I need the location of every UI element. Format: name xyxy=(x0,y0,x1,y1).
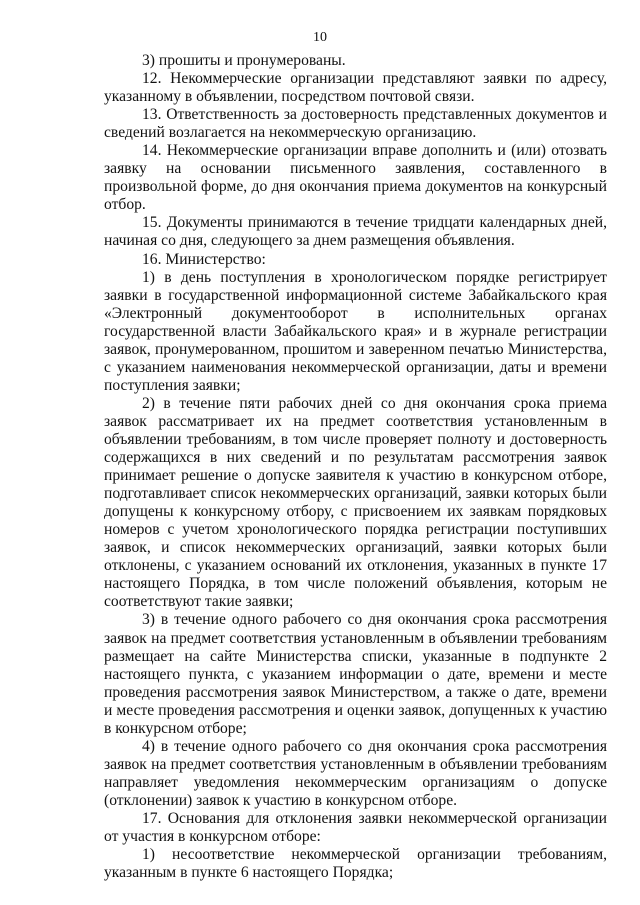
paragraph-item-3-stitched: 3) прошиты и пронумерованы. xyxy=(142,52,346,69)
paragraph-12-submission: 12. Некоммерческие организации представляют заявки по адресу, указанному в объявлении, посредством почтовой связи. xyxy=(104,70,607,106)
paragraph-15-acceptance-period: 15. Документы принимаются в течение тридцати календарных дней, начиная со дня, следующего за днем размещения объявления. xyxy=(104,214,607,250)
paragraph-16-item-3: 3) в течение одного рабочего со дня окончания срока рассмотрения заявок на предмет соответствия установленным в объявлении требованиям размещает на сайте Министерства списки, указанные в подпункте 2 настоящего пункта, с указанием информации о дате, времени и месте проведения рассмотрения заявок Министерством, а также о дате, времени и месте проведения рассмотрения и оценки заявок, допущенных к участию в конкурсном отборе; xyxy=(104,611,607,737)
document-body xyxy=(104,52,607,882)
paragraph-16-item-2: 2) в течение пяти рабочих дней со дня окончания срока приема заявок рассматривает их на предмет соответствия установленным в объявлении требованиям, в том числе проверяет полноту и достоверность содержащихся в них сведений и по результатам рассмотрения заявок принимает решение о допуске заявителя к участию в конкурсном отборе, подготавливает список некоммерческих организаций, заявки которых были допущены к конкурсному отбору, с присвоением их заявкам порядковых номеров с учетом хронологического порядка регистрации поступивших заявок, и список некоммерческих организаций, заявки которых были отклонены, с указанием оснований их отклонения, указанных в пункте 17 настоящего Порядка, в том числе положений объявления, которым не соответствуют такие заявки; xyxy=(104,394,607,611)
paragraph-16-item-1: 1) в день поступления в хронологическом порядке регистрирует заявки в государственной информационной системе Забайкальского края «Электронный документооборот в исполнительных органах государственной власти Забайкальского края» и в журнале регистрации заявок, пронумерованном, прошитом и заверенном печатью Министерства, с указанием наименования некоммерческой организации, даты и времени поступления заявки; xyxy=(104,268,607,394)
paragraph-16-item-4: 4) в течение одного рабочего со дня окончания срока рассмотрения заявок на предмет соответствия установленным в объявлении требованиям направляет уведомления некоммерческим организациям о допуске (отклонении) заявок к участию в конкурсном отборе. xyxy=(104,737,607,809)
page-number: 10 xyxy=(313,30,327,45)
paragraph-13-responsibility: 13. Ответственность за достоверность представленных документов и сведений возлагается на некоммерческую организацию. xyxy=(104,106,607,142)
paragraph-17-item-1: 1) несоответствие некоммерческой организации требованиям, указанным в пункте 6 настоящего Порядка; xyxy=(104,846,607,882)
paragraph-17-rejection-grounds: 17. Основания для отклонения заявки некоммерческой организации от участия в конкурсном отборе: xyxy=(104,809,607,846)
paragraph-14-withdrawal: 14. Некоммерческие организации вправе дополнить и (или) отозвать заявку на основании письменного заявления, составленного в произвольной форме, до дня окончания приема документов на конкурсный отбор. xyxy=(104,142,607,214)
paragraph-16-ministry: 16. Министерство: xyxy=(142,250,266,268)
